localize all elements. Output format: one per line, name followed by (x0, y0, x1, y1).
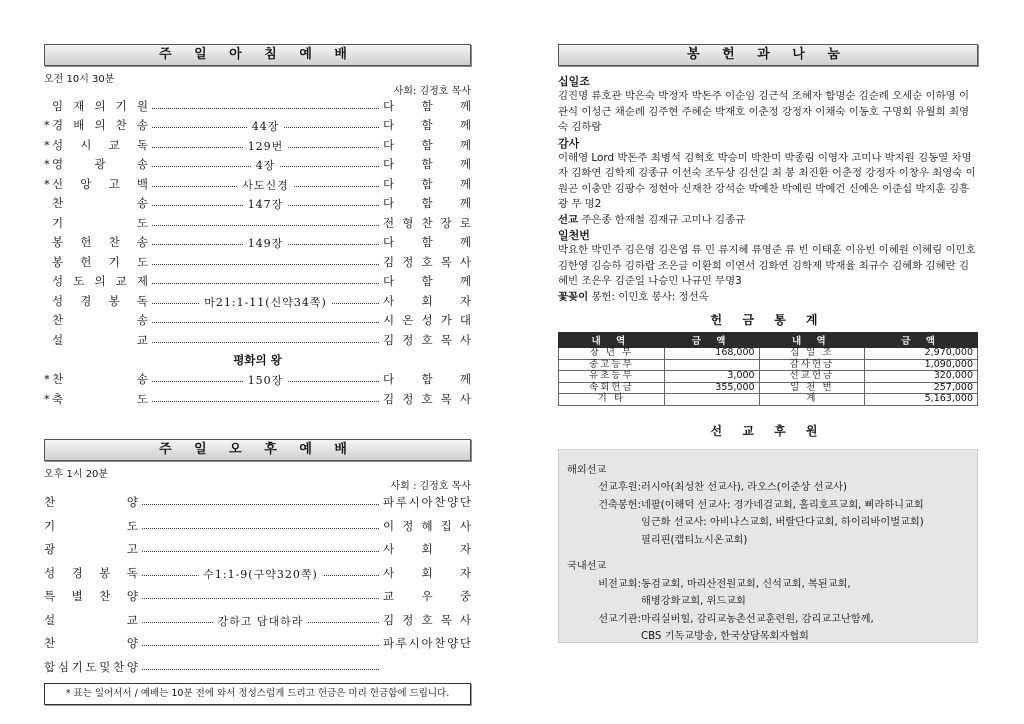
flower-names: 봉헌: 이민호 봉사: 정선옥 (591, 290, 709, 303)
stats-amount: 355,000 (664, 382, 759, 394)
order-row (44, 389, 471, 409)
standing-mark: * (44, 391, 50, 406)
stats-header: 내 역 (759, 333, 865, 348)
stats-row (559, 348, 978, 360)
order-label: 찬 양 (44, 636, 138, 651)
stats-category: 기 타 (559, 394, 665, 406)
support-line (567, 479, 969, 497)
support-category (575, 628, 641, 646)
order-row (44, 213, 471, 233)
leader-dots (152, 217, 379, 229)
order-label: 찬 송 (52, 196, 148, 211)
stats-header: 내 역 (559, 333, 665, 348)
stats-category: 감사헌금 (759, 359, 865, 371)
order-row (44, 632, 471, 656)
morning-service-header: 주 일 아 침 예 배 (44, 44, 471, 66)
support-detail: CBS 기독교방송, 한국상담목회자협회 (641, 631, 809, 643)
mission-offering-heading: 선교 (558, 213, 579, 226)
order-row (44, 252, 471, 272)
support-detail: 해병강화교회, 위드교회 (641, 596, 746, 608)
order-label: 찬 송 (52, 372, 148, 387)
order-label: 설 교 (44, 612, 138, 627)
stats-amount (664, 359, 759, 371)
stats-header: 금 액 (664, 333, 759, 348)
support-line (567, 532, 969, 550)
stats-row (559, 382, 978, 394)
support-detail: 동검교회, 마리산전원교회, 신석교회, 복된교회, (641, 578, 851, 590)
stats-amount: 320,000 (865, 371, 978, 383)
support-category (575, 593, 641, 611)
morning-host: 사회: 김정호 목사 (393, 86, 471, 97)
order-row (44, 291, 471, 311)
order-leader: 다 함 께 (383, 98, 471, 113)
order-leader: 사 회 자 (383, 565, 471, 580)
order-row (44, 561, 471, 585)
order-row (44, 538, 471, 562)
standing-mark: * (44, 372, 50, 387)
order-row (44, 330, 471, 350)
order-row (44, 233, 471, 253)
order-row (44, 135, 471, 155)
leader-dots (152, 178, 379, 190)
order-label: 성 경 봉 독 (44, 565, 138, 580)
morning-order (44, 96, 471, 350)
order-leader: 김 정 호 목 사 (383, 254, 471, 269)
support-category: 선교기관: (598, 613, 641, 625)
order-label: 축 도 (52, 391, 148, 406)
stats-amount: 168,000 (664, 348, 759, 360)
order-detail: 147장 (243, 196, 289, 212)
stats-row (559, 394, 978, 406)
order-row (44, 96, 471, 116)
order-leader: 김 정 호 목 사 (383, 612, 471, 627)
standing-mark: * (44, 118, 50, 133)
stats-amount (664, 394, 759, 406)
leader-dots (142, 567, 379, 579)
stats-category: 일 천 번 (759, 382, 865, 394)
leader-dots (152, 314, 379, 326)
stats-header: 금 액 (865, 333, 978, 348)
leader-dots (152, 393, 379, 405)
mission-support-box (558, 449, 978, 643)
order-row (44, 585, 471, 609)
order-leader: 파 루 시 아 찬 양 단 (383, 636, 471, 651)
order-leader: 다 함 께 (383, 235, 471, 250)
thanks-heading: 감사 (558, 136, 580, 150)
sermon-title: 평화의 왕 (233, 352, 282, 367)
stats-category: 속회헌금 (559, 382, 665, 394)
afternoon-time: 오후 1시 20분 (44, 468, 109, 480)
morning-order-closing (44, 370, 471, 409)
order-label: 찬 송 (52, 313, 148, 328)
order-leader: 김 정 호 목 사 (383, 391, 471, 406)
leader-dots (152, 256, 379, 268)
stats-amount: 2,970,000 (865, 348, 978, 360)
stats-category: 십 일 조 (759, 348, 865, 360)
support-line (567, 497, 969, 515)
support-category: 건축봉헌: (598, 499, 641, 511)
overseas-list (567, 479, 969, 549)
order-detail: 수1:1-9(구약320쪽) (198, 566, 323, 582)
leader-dots (152, 275, 379, 287)
leader-dots (142, 661, 379, 673)
tithe-names: 김진명 류호관 박은숙 박정자 박돈주 이순임 김근석 조혜자 함명순 김순례 오세순 이하영 이관식 이성근 채순례 김주현 주혜순 박재호 이춘정 강정자 이채숙 이동호 구명희 유월희 최영숙 김하람 (558, 90, 970, 134)
support-line (567, 593, 969, 611)
domestic-heading: 국내선교 (567, 561, 607, 573)
leader-dots (152, 373, 379, 388)
support-category (575, 532, 641, 550)
stats-amount: 5,163,000 (865, 394, 978, 406)
leader-dots (142, 543, 379, 555)
stats-category: 유초등부 (559, 371, 665, 383)
offering-header: 봉 헌 과 나 눔 (558, 44, 978, 66)
offering-list (558, 74, 978, 305)
order-label: 영 광 송 (52, 157, 148, 172)
order-leader: 시 온 성 가 대 (383, 313, 471, 328)
leader-dots (152, 197, 379, 212)
support-category (575, 514, 641, 532)
order-leader: 다 함 께 (383, 118, 471, 133)
footnote: * 표는 일어서서 / 예배는 10분 전에 와서 정성스럽게 드리고 헌금은 미리 헌금함에 드립니다. (44, 683, 471, 705)
order-label: 광 고 (44, 542, 138, 557)
leader-dots (142, 637, 379, 649)
order-detail: 44장 (247, 118, 285, 134)
order-label: 찬 양 (44, 495, 138, 510)
leader-dots (152, 236, 379, 251)
stats-row (559, 371, 978, 383)
stats-amount: 1,090,000 (865, 359, 978, 371)
overseas-heading: 해외선교 (567, 464, 607, 476)
order-row (44, 155, 471, 175)
standing-mark: * (44, 157, 50, 172)
afternoon-order (44, 491, 471, 679)
order-row (44, 491, 471, 515)
stats-amount: 3,000 (664, 371, 759, 383)
order-row (44, 608, 471, 632)
order-leader: 다 함 께 (383, 157, 471, 172)
support-line (567, 628, 969, 646)
support-detail: 필리핀(캡티뇨시온교회) (641, 534, 748, 546)
order-row (44, 311, 471, 331)
stats-body (559, 348, 978, 406)
order-leader: 김 정 호 목 사 (383, 332, 471, 347)
left-column (44, 44, 471, 705)
mission-offering-names: 주은종 한재철 김재규 고미나 김종규 (581, 213, 746, 226)
order-row (44, 116, 471, 136)
order-row (44, 194, 471, 214)
thanks-names: 이해영 Lord 박돈주 최병석 김혁호 박승미 박찬미 박종림 이영자 고미나 박지원 김동열 차명자 김화연 김학제 김종규 이선숙 조두상 김선길 최 봉 최진환 이춘정 강정자 이창우 최영숙 이원곤 이충만 김팡수 정현아 신재찬 강석순 박예찬 박예린 박예건 신예은 이준십 박지훈 김흥광 무 명2 (558, 152, 976, 211)
support-line (567, 576, 969, 594)
order-leader: 이 정 혜 집 사 (383, 518, 471, 533)
leader-dots (152, 100, 379, 112)
offering-stats-table (558, 332, 978, 406)
order-label: 경 배 의 찬 송 (52, 118, 148, 133)
order-label: 신 앙 고 백 (52, 176, 148, 191)
order-leader: 사 회 자 (383, 293, 471, 308)
order-label: 합 심 기 도 및 찬 양 (44, 659, 138, 674)
order-label: 성 도 의 교 제 (52, 274, 148, 289)
order-label: 봉 헌 기 도 (52, 254, 148, 269)
stats-category: 선교헌금 (759, 371, 865, 383)
tithe-heading: 십일조 (558, 75, 590, 88)
leader-dots (142, 590, 379, 602)
order-row (44, 174, 471, 194)
leader-dots (152, 158, 379, 173)
leader-dots (152, 139, 379, 151)
leader-dots (142, 520, 379, 532)
afternoon-service-header: 주 일 오 후 예 배 (44, 439, 471, 461)
stats-title: 헌 금 통 계 (710, 313, 826, 328)
leader-dots (152, 119, 379, 134)
order-row (44, 514, 471, 538)
stats-row (559, 359, 978, 371)
weekly-names: 박요한 박민주 김은영 김은엽 류 민 류지혜 류영준 류 빈 이태훈 이유빈 이혜원 이혜림 이민호 김한영 김승하 김하랍 조은글 이환희 이연서 김화연 김학제 박재율 최규수 김혜화 김혜란 김혜빈 조은우 김준일 나승민 나규민 무명3 (558, 244, 976, 288)
support-line (567, 514, 969, 532)
order-label: 설 교 (52, 332, 148, 347)
stats-amount: 257,000 (865, 382, 978, 394)
stats-category: 계 (759, 394, 865, 406)
order-detail: 149장 (243, 235, 289, 251)
order-label: 임 재 의 기 원 (52, 98, 148, 113)
leader-dots (142, 496, 379, 508)
order-leader: 교 우 중 (383, 589, 471, 604)
order-label: 봉 헌 찬 송 (52, 235, 148, 250)
weekly-heading: 일천번 (558, 229, 590, 243)
order-leader: 다 함 께 (383, 274, 471, 289)
support-detail: 네팔(이해덕 선교사: 경가네걸교회, 홀리호프교회, 삐라하니교회 (641, 499, 924, 511)
order-label: 성 시 교 독 (52, 137, 148, 152)
stats-category: 장 년 부 (559, 348, 665, 360)
leader-dots (142, 614, 379, 626)
support-line (567, 611, 969, 629)
order-leader: 다 함 께 (383, 137, 471, 152)
order-leader: 다 함 께 (383, 372, 471, 387)
stats-category: 중고등부 (559, 359, 665, 371)
support-category: 선교후원: (598, 482, 641, 494)
support-detail: 러시아(최성찬 선교사), 라오스(이준상 선교사) (641, 482, 847, 494)
order-label: 특 별 찬 양 (44, 589, 138, 604)
morning-time: 오전 10시 30분 (44, 74, 115, 85)
order-leader: 다 함 께 (383, 196, 471, 211)
order-row (44, 370, 471, 390)
order-detail: 4장 (251, 157, 281, 173)
order-label: 성 경 봉 독 (52, 293, 148, 308)
support-category: 비전교회: (598, 578, 641, 590)
standing-mark: * (44, 137, 50, 152)
order-row (44, 272, 471, 292)
order-detail: 150장 (243, 372, 289, 388)
order-leader: 사 회 자 (383, 542, 471, 557)
flower-heading: 꽃꽂이 (558, 290, 589, 303)
support-title: 선 교 후 원 (710, 423, 826, 438)
order-detail: 사도신경 (237, 177, 294, 193)
order-detail: 강하고 담대하라 (213, 613, 309, 629)
right-column (558, 44, 978, 643)
leader-dots (152, 334, 379, 346)
standing-mark: * (44, 176, 50, 191)
support-detail: 임근화 선교사: 아비나스교회, 버랄단다교회, 하이리바이벌교회) (641, 517, 924, 529)
leader-dots (152, 295, 379, 307)
afternoon-host: 사회 : 김정호 목사 (390, 480, 471, 492)
order-row (44, 655, 471, 679)
support-detail: 마리실버힐, 감리교농촌선교훈련원, 감리교고난함께, (641, 613, 874, 625)
order-label: 기 도 (52, 215, 148, 230)
order-detail: 129번 (243, 138, 289, 154)
order-label: 기 도 (44, 518, 138, 533)
order-detail: 마21:1-11(신약34쪽) (199, 294, 332, 310)
order-leader: 전 형 찬 장 로 (383, 215, 471, 230)
order-leader: 다 함 께 (383, 176, 471, 191)
domestic-list (567, 576, 969, 646)
order-leader: 파 루 시 아 찬 양 단 (383, 495, 471, 510)
